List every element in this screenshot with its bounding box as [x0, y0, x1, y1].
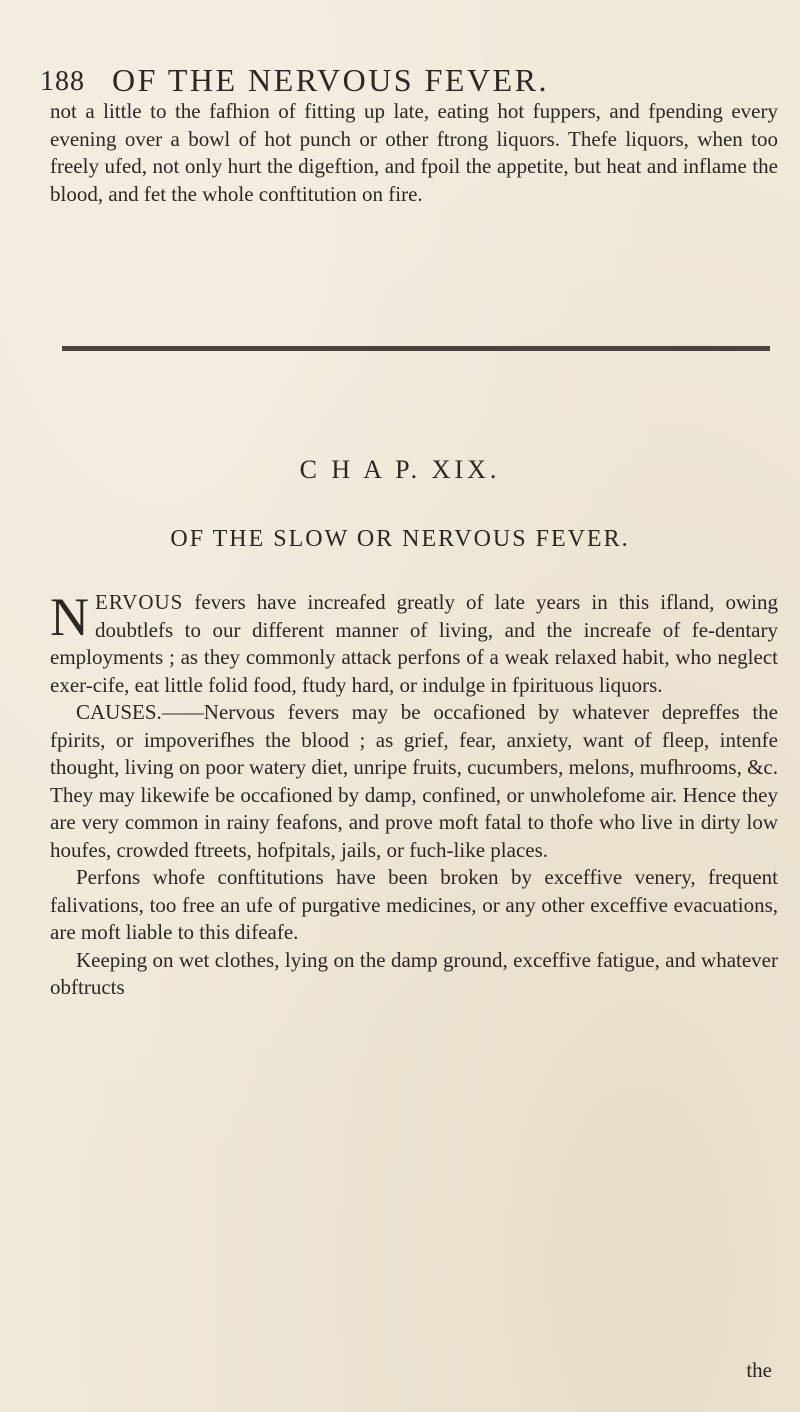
continuation-paragraph: [50, 98, 778, 208]
paragraph-constitutions: Perfons whofe conftitutions have been broken by exceffive venery, frequent falivations, too free an ufe of purgative medicines, or any other exceffive evacuations, are moft liable to this difeafe.: [50, 865, 778, 944]
page-number: 188: [40, 66, 85, 97]
chapter-title: OF THE SLOW OR NERVOUS FEVER.: [170, 526, 630, 552]
paragraph-causes: CAUSES.——Nervous fevers may be occafioned by whatever depreffes the fpirits, or impoverifhes the blood ; as grief, fear, anxiety, want of fleep, intenfe thought, living on poor watery diet, unripe fruits, cucumbers, melons, mufhrooms, &c. They may likewife be occafioned by damp, confined, or unwholefome air. Hence they are very common in rainy feafons, and prove moft fatal to thofe who live in dirty low houfes, crowded ftreets, hofpitals, jails, or fuch-like places.: [50, 700, 778, 862]
chapter-divider-rule: [62, 346, 770, 351]
paragraph-wet-clothes: Keeping on wet clothes, lying on the damp ground, exceffive fatigue, and whatever obftructs: [50, 947, 778, 999]
opening-caps: ERVOUS: [95, 590, 184, 614]
opening-text: fevers have increafed greatly of late years in this ifland, owing doubtlefs to our different manner of living, and the increafe of fe-dentary employments ; as they commonly attack perfons of a weak relaxed habit, who neglect exer-cife, eat little folid food, ftudy hard, or indulge in fpirituous liquors.: [50, 590, 778, 697]
chapter-body: [50, 589, 778, 1002]
running-head: [40, 62, 760, 102]
running-title: OF THE NERVOUS FEVER.: [112, 62, 549, 98]
catchword: the: [746, 1358, 772, 1382]
paragraph-opening: [50, 589, 778, 699]
chapter-number: C H A P. XIX.: [299, 455, 501, 484]
continuation-text: not a little to the fafhion of fitting up late, eating hot fuppers, and fpending every evening over a bowl of hot punch or other ftrong liquors. Thefe liquors, when too freely ufed, not only hurt the digeftion, and fpoil the appetite, but heat and inflame the blood, and fet the whole conftitution on fire.: [50, 99, 778, 206]
drop-cap: N: [50, 587, 89, 647]
